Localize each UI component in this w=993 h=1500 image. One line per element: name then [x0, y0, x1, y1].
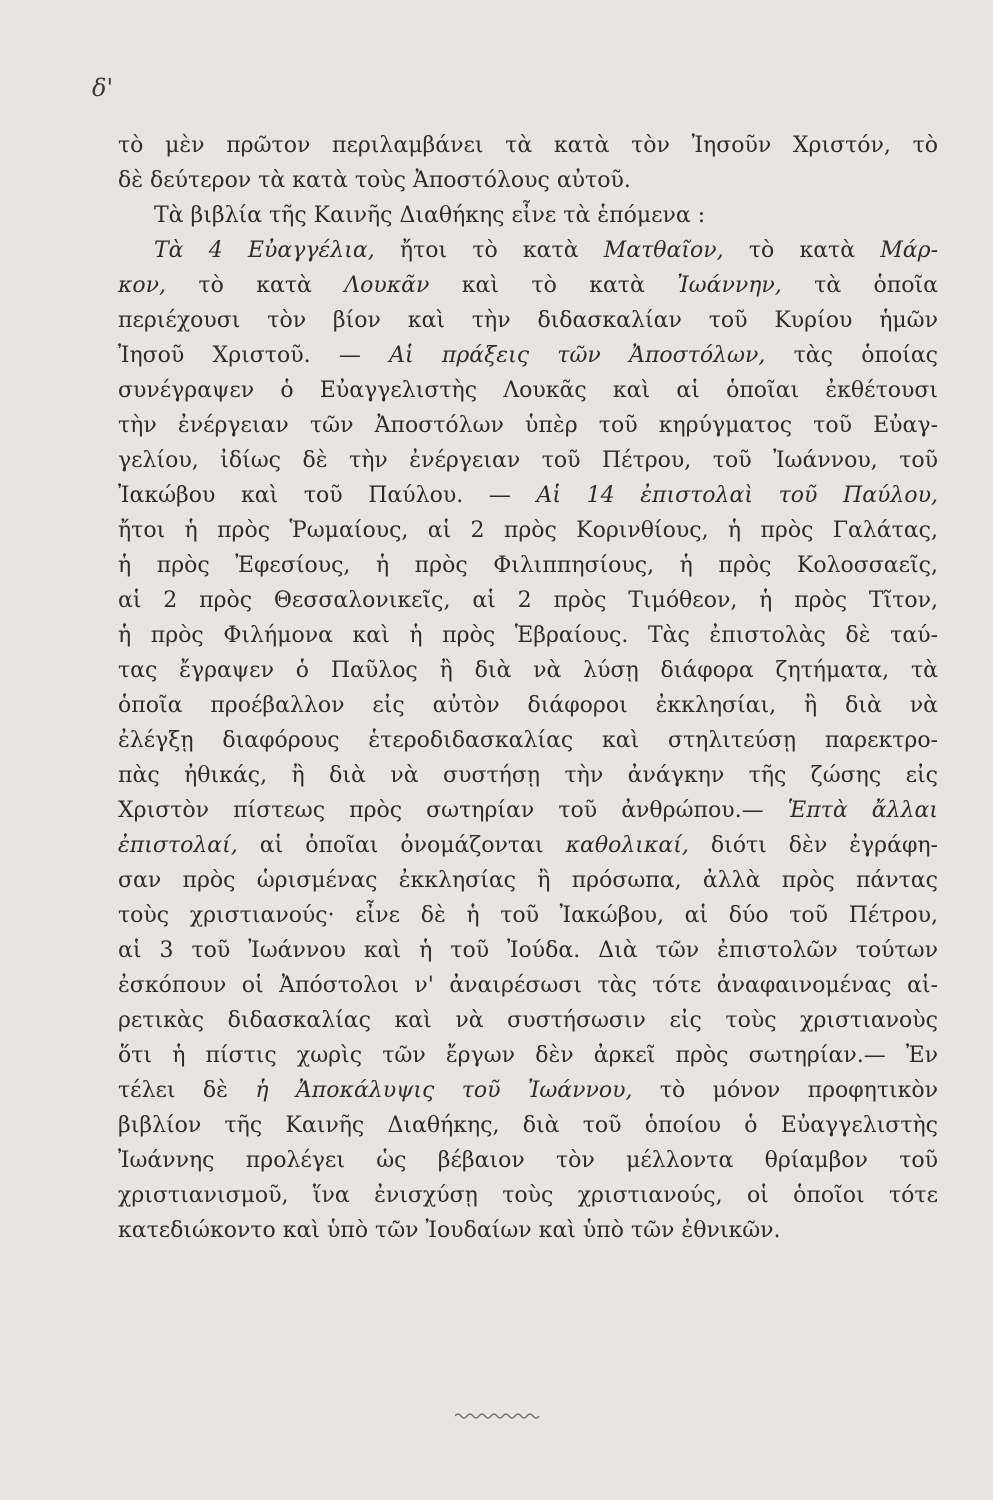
text-line: [118, 618, 938, 653]
text-run: τὸ κατὰ: [166, 273, 345, 298]
italic-title-run: ἐπιστολαί,: [118, 833, 238, 858]
text-line: [118, 548, 938, 583]
text-run: δὲ δεύτερον τὰ κατὰ τοὺς Ἀποστόλους αὐτοῦ.: [118, 168, 631, 193]
text-run: καὶ τὸ κατὰ: [429, 273, 678, 298]
text-line: [118, 758, 938, 793]
text-run: Χριστὸν πίστεως πρὸς σωτηρίαν τοῦ ἀνθρώπου.—: [118, 798, 788, 823]
text-run: Ἰησοῦ Χριστοῦ. —: [118, 343, 390, 368]
text-run: πὰς ἠθικάς, ἢ διὰ νὰ συστήσῃ τὴν ἀνάγκην τῆς ζώσης εἰς: [118, 763, 938, 788]
text-run: Τὰ βιβλία τῆς Καινῆς Διαθήκης εἶνε τὰ ἑπόμενα :: [154, 203, 706, 228]
text-line: [118, 1143, 938, 1178]
italic-title-run: Ἑπτὰ ἄλλαι: [787, 798, 939, 823]
text-line: [118, 688, 938, 723]
text-line: [118, 1213, 938, 1248]
text-line: [118, 1038, 938, 1073]
italic-title-run: κον,: [118, 273, 167, 298]
italic-title-run: ἡ Ἀποκάλυψις τοῦ Ἰωάννου,: [255, 1078, 633, 1103]
italic-title-run: Μάρ-: [880, 238, 939, 263]
text-run: τὰ ὁποῖα: [781, 273, 938, 298]
text-run: ὁποῖα προέβαλλον εἰς αὐτὸν διάφοροι ἐκκλησίαι, ἢ διὰ νὰ: [118, 693, 938, 718]
text-line: [118, 443, 938, 478]
text-run: σαν πρὸς ὡρισμένας ἐκκλησίας ἢ πρόσωπα, ἀλλὰ πρὸς πάντας: [118, 868, 938, 893]
italic-title-run: Τὰ 4 Εὐαγγέλια,: [154, 238, 375, 263]
text-line: [118, 373, 938, 408]
page-number: δ': [92, 74, 114, 102]
text-run: χριστιανισμοῦ, ἵνα ἐνισχύσῃ τοὺς χριστιανούς, οἱ ὁποῖοι τότε: [118, 1183, 938, 1208]
text-line: [118, 163, 938, 198]
text-line: [118, 1178, 938, 1213]
text-run: τας ἔγραψεν ὁ Παῦλος ἢ διὰ νὰ λύσῃ διάφορα ζητήματα, τὰ: [118, 658, 938, 683]
text-run: βιβλίον τῆς Καινῆς Διαθήκης, διὰ τοῦ ὁποίου ὁ Εὐαγγελιστὴς: [118, 1113, 938, 1138]
text-line: [118, 478, 938, 513]
text-run: αἱ 3 τοῦ Ἰωάννου καὶ ἡ τοῦ Ἰούδα. Διὰ τῶν ἐπιστολῶν τούτων: [118, 938, 938, 963]
text-line: [118, 1003, 938, 1038]
text-run: αἱ 2 πρὸς Θεσσαλονικεῖς, αἱ 2 πρὸς Τιμόθεον, ἡ πρὸς Τῖτον,: [118, 588, 938, 613]
text-run: τοὺς χριστιανούς· εἶνε δὲ ἡ τοῦ Ἰακώβου, αἱ δύο τοῦ Πέτρου,: [118, 903, 938, 928]
text-run: ἤτοι τὸ κατὰ: [374, 238, 604, 263]
text-line: [118, 303, 938, 338]
text-line: [118, 828, 938, 863]
italic-title-run: Ἰωάννην,: [677, 273, 782, 298]
text-line: [118, 408, 938, 443]
text-run: περιέχουσι τὸν βίον καὶ τὴν διδασκαλίαν τοῦ Κυρίου ἡμῶν: [118, 308, 938, 333]
text-line: [118, 268, 938, 303]
text-line: [118, 1108, 938, 1143]
text-line: [118, 198, 938, 233]
text-line: [118, 863, 938, 898]
text-run: γελίου, ἰδίως δὲ τὴν ἐνέργειαν τοῦ Πέτρου, τοῦ Ἰωάννου, τοῦ: [118, 448, 938, 473]
text-run: Ἰακώβου καὶ τοῦ Παύλου. —: [118, 483, 537, 508]
italic-title-run: Ματθαῖον,: [603, 238, 724, 263]
text-line: [118, 1073, 938, 1108]
text-run: ἐλέγξῃ διαφόρους ἑτεροδιδασκαλίας καὶ στηλιτεύσῃ παρεκτρο-: [118, 728, 938, 753]
text-line: [118, 338, 938, 373]
italic-title-run: Λουκᾶν: [344, 273, 430, 298]
text-run: ρετικὰς διδασκαλίας καὶ νὰ συστήσωσιν εἰς τοὺς χριστιανοὺς: [118, 1008, 938, 1033]
text-line: [118, 933, 938, 968]
text-run: τὸ μὲν πρῶτον περιλαμβάνει τὰ κατὰ τὸν Ἰησοῦν Χριστόν, τὸ: [118, 133, 938, 158]
text-run: ἡ πρὸς Φιλήμονα καὶ ἡ πρὸς Ἑβραίους. Τὰς ἐπιστολὰς δὲ ταύ-: [118, 623, 938, 648]
text-run: τὰς ὁποίας: [765, 343, 938, 368]
end-ornament: [455, 1411, 541, 1421]
text-line: [118, 793, 938, 828]
text-run: συνέγραψεν ὁ Εὐαγγελιστὴς Λουκᾶς καὶ αἱ ὁποῖαι ἐκθέτουσι: [118, 378, 938, 403]
text-line: [118, 513, 938, 548]
text-run: διότι δὲν ἐγράφη-: [688, 833, 938, 858]
text-run: κατεδιώκοντο καὶ ὑπὸ τῶν Ἰουδαίων καὶ ὑπὸ τῶν ἐθνικῶν.: [118, 1218, 781, 1243]
text-run: αἱ ὁποῖαι ὀνομάζονται: [237, 833, 566, 858]
text-run: τέλει δὲ: [118, 1078, 256, 1103]
text-run: ὅτι ἡ πίστις χωρὶς τῶν ἔργων δὲν ἀρκεῖ πρὸς σωτηρίαν.— Ἐν: [118, 1043, 938, 1068]
text-run: ἐσκόπουν οἱ Ἀπόστολοι ν' ἀναιρέσωσι τὰς τότε ἀναφαινομένας αἱ-: [118, 973, 938, 998]
text-line: [118, 898, 938, 933]
italic-title-run: καθολικαί,: [565, 833, 689, 858]
text-run: ἡ πρὸς Ἐφεσίους, ἡ πρὸς Φιλιππησίους, ἡ πρὸς Κολοσσαεῖς,: [118, 553, 938, 578]
text-line: [118, 233, 938, 268]
text-line: [118, 583, 938, 618]
text-line: [118, 128, 938, 163]
text-line: [118, 968, 938, 1003]
text-run: Ἰωάννης προλέγει ὡς βέβαιον τὸν μέλλοντα θρίαμβον τοῦ: [118, 1148, 938, 1173]
italic-title-run: Αἱ πράξεις τῶν Ἀποστόλων,: [389, 343, 766, 368]
text-run: τὴν ἐνέργειαν τῶν Ἀποστόλων ὑπὲρ τοῦ κηρύγματος τοῦ Εὐαγ-: [118, 413, 938, 438]
text-line: [118, 723, 938, 758]
italic-title-run: Αἱ 14 ἐπιστολαὶ τοῦ Παύλου,: [536, 483, 938, 508]
text-line: [118, 653, 938, 688]
text-run: τὸ μόνον προφητικὸν: [632, 1078, 938, 1103]
body-text: [118, 128, 938, 1248]
text-run: ἤτοι ἡ πρὸς Ῥωμαίους, αἱ 2 πρὸς Κορινθίους, ἡ πρὸς Γαλάτας,: [118, 518, 938, 543]
text-run: τὸ κατὰ: [723, 238, 881, 263]
